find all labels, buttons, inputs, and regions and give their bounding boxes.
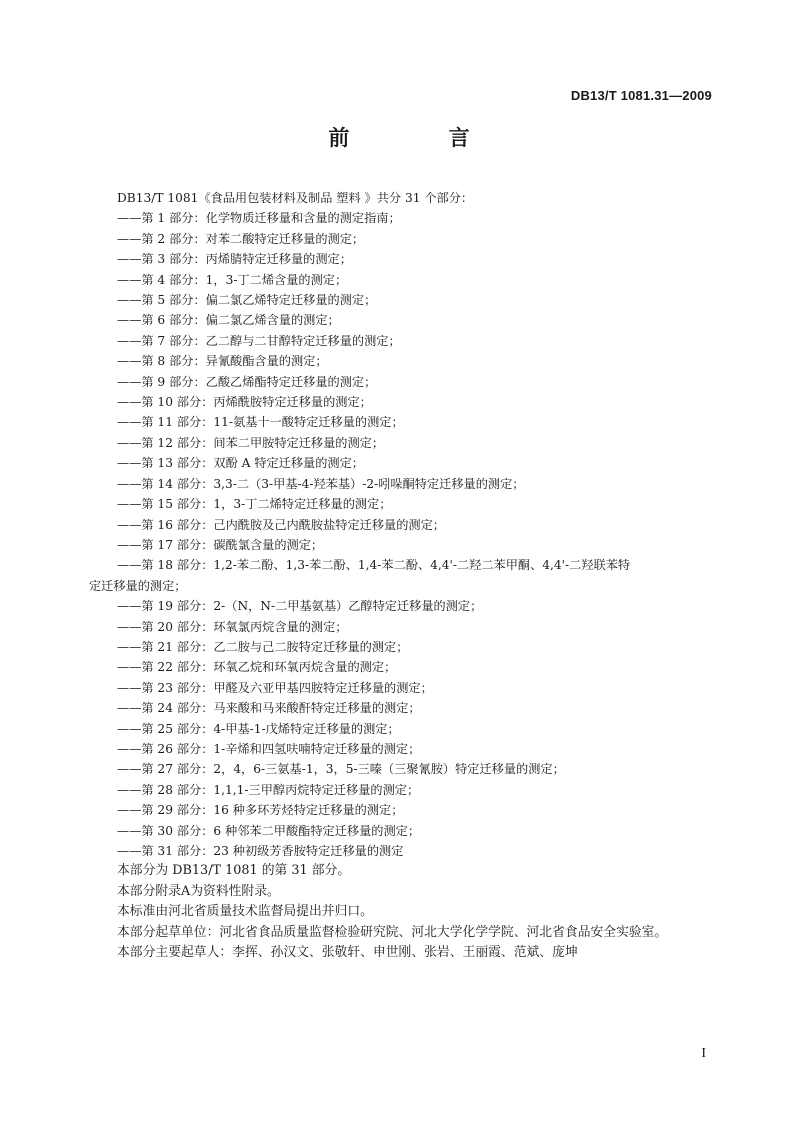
- intro-paragraph: DB13/T 1081《食品用包装材料及制品 塑料 》共分 31 个部分：: [117, 191, 474, 205]
- part-list-item: ——第 13 部分：双酚 A 特定迁移量的测定；: [117, 456, 364, 471]
- part-list-item: ——第 8 部分：异氰酸酯含量的测定；: [117, 354, 328, 369]
- part-list-item: ——第 30 部分：6 种邻苯二甲酸酯特定迁移量的测定；: [117, 823, 421, 838]
- part-18-line-2: 定迁移量的测定；: [89, 578, 187, 593]
- part-list-item: ——第 2 部分：对苯二酸特定迁移量的测定；: [117, 231, 365, 246]
- drafters: 本部分主要起草人：李挥、孙汉文、张敬轩、申世刚、张岩、王丽霞、范斌、庞坤: [117, 945, 578, 961]
- part-list-item: ——第 7 部分：乙二醇与二甘醇特定迁移量的测定；: [117, 333, 401, 348]
- part-list-item: ——第 27 部分：2，4，6-三氨基-1，3，5-三嗪（三聚氰胺）特定迁移量的测定；: [117, 762, 565, 777]
- part-list-item: ——第 12 部分：间苯二甲胺特定迁移量的测定；: [117, 435, 385, 450]
- part-list-item: ——第 14 部分：3,3-二（3-甲基-4-羟苯基）-2-吲哚酮特定迁移量的测定；: [117, 476, 525, 491]
- part-list-item: ——第 22 部分：环氧乙烷和环氧丙烷含量的测定；: [117, 660, 397, 675]
- part-list-item: ——第 23 部分：甲醛及六亚甲基四胺特定迁移量的测定；: [117, 680, 433, 695]
- part-list-item: ——第 29 部分：16 种多环芳烃特定迁移量的测定；: [117, 803, 404, 818]
- part-18-line-1: ——第 18 部分：1,2-苯二酚、1,3-苯二酚、1,4-苯二酚、4,4'-二羟二苯甲酮、4,4'-二羟联苯特: [117, 558, 631, 573]
- part-list-item: ——第 10 部分：丙烯酰胺特定迁移量的测定；: [117, 395, 372, 410]
- part-list-item: ——第 20 部分：环氧氯丙烷含量的测定；: [117, 619, 348, 634]
- page-number: I: [701, 1046, 706, 1061]
- part-list-item: ——第 9 部分：乙酸乙烯酯特定迁移量的测定；: [117, 374, 377, 389]
- part-list-item: ——第 21 部分：乙二胺与己二胺特定迁移量的测定；: [117, 639, 409, 654]
- part-list-item: ——第 25 部分：4-甲基-1-戊烯特定迁移量的测定；: [117, 721, 400, 736]
- closing-paragraph: 本部分为 DB13/T 1081 的第 31 部分。: [117, 863, 351, 879]
- part-list-item: ——第 26 部分：1-辛烯和四氢呋喃特定迁移量的测定；: [117, 741, 421, 756]
- foreword-body: [89, 188, 729, 963]
- drafting-units: 本部分起草单位：河北省食品质量监督检验研究院、河北大学化学学院、河北省食品安全实验室。: [117, 924, 668, 940]
- page-title: 前 言: [328, 126, 516, 150]
- part-list-item: ——第 11 部分：11-氨基十一酸特定迁移量的测定；: [117, 415, 404, 430]
- part-list-item: ——第 28 部分：1,1,1-三甲醇丙烷特定迁移量的测定；: [117, 782, 420, 797]
- part-list-item: ——第 31 部分：23 种初级芳香胺特定迁移量的测定: [117, 844, 404, 858]
- part-list-item: ——第 17 部分：碳酰氯含量的测定；: [117, 537, 324, 552]
- part-list-item: ——第 24 部分：马来酸和马来酸酐特定迁移量的测定；: [117, 701, 421, 716]
- part-list-item: ——第 5 部分：偏二氯乙烯特定迁移量的测定；: [117, 293, 377, 308]
- part-list-item: ——第 4 部分：1，3-丁二烯含量的测定；: [117, 272, 348, 287]
- standard-number: DB13/T 1081.31—2009: [570, 88, 712, 103]
- part-list-item: ——第 6 部分：偏二氯乙烯含量的测定；: [117, 313, 340, 328]
- part-list-item: ——第 3 部分：丙烯腈特定迁移量的测定；: [117, 252, 352, 267]
- closing-paragraph: 本部分附录A为资料性附录。: [117, 883, 280, 899]
- part-list-item: ——第 1 部分：化学物质迁移量和含量的测定指南；: [117, 211, 401, 226]
- part-list-item: ——第 19 部分：2-（N，N-二甲基氨基）乙醇特定迁移量的测定；: [117, 599, 483, 614]
- closing-paragraph: 本标准由河北省质量技术监督局提出并归口。: [117, 904, 373, 920]
- part-list-item: ——第 15 部分：1，3-丁二烯特定迁移量的测定；: [117, 497, 392, 512]
- part-list-item: ——第 16 部分：己内酰胺及己内酰胺盐特定迁移量的测定；: [117, 517, 445, 532]
